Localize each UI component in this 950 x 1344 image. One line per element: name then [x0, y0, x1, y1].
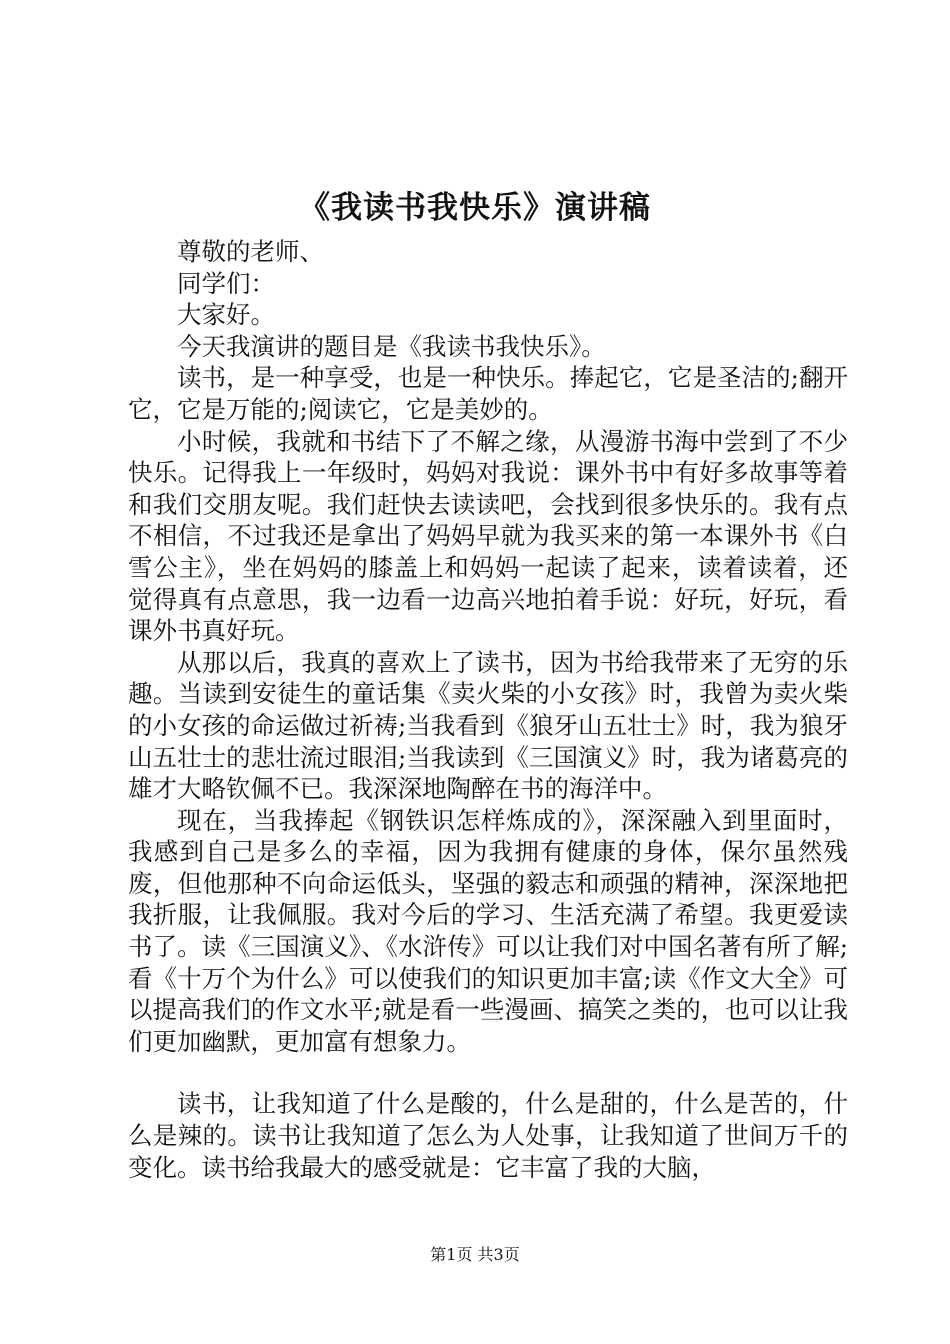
- document-body: [128, 236, 848, 1183]
- paragraph-greeting: 大家好。: [177, 300, 275, 330]
- paragraph-salutation-1: 尊敬的老师、: [177, 237, 324, 266]
- paragraph-salutation-2: 同学们：: [177, 268, 275, 298]
- paragraph-since-then: 从那以后，我真的喜欢上了读书，因为书给我带来了无穷的乐趣。当读到安徒生的童话集《卖火柴的小女孩》时，我曾为卖火柴的小女孩的命运做过祈祷;当我看到《狼牙山五壮士》时，我为狼牙山五壮士的悲壮流过眼泪;当我读到《三国演义》时，我为诸葛亮的雄才大略钦佩不已。我深深地陶醉在书的海洋中。: [128, 647, 848, 804]
- paragraph-topic: 今天我演讲的题目是《我读书我快乐》。: [177, 331, 606, 361]
- paragraph-reading-lessons: 读书，让我知道了什么是酸的，什么是甜的，什么是苦的，什么是辣的。读书让我知道了怎么为人处事，让我知道了世间万千的变化。读书给我最大的感受就是：它丰富了我的大脑，: [128, 1089, 848, 1182]
- paragraph-now: 现在，当我捧起《钢铁识怎样炼成的》，深深融入到里面时，我感到自己是多么的幸福，因为我拥有健康的身体，保尔虽然残废，但他那种不向命运低头，坚强的毅志和顽强的精神，深深地把我折服，让我佩服。我对今后的学习、生活充满了希望。我更爱读书了。读《三国演义》、《水浒传》可以让我们对中国名著有所了解;看《十万个为什么》可以使我们的知识更加丰富;读《作文大全》可以提高我们的作文水平;就是看一些漫画、搞笑之类的，也可以让我们更加幽默，更加富有想象力。: [128, 805, 848, 1056]
- page-footer: 第1页 共3页: [430, 1245, 520, 1264]
- paragraph-childhood: 小时候，我就和书结下了不解之缘，从漫游书海中尝到了不少快乐。记得我上一年级时，妈妈对我说：课外书中有好多故事等着和我们交朋友呢。我们赶快去读读吧，会找到很多快乐的。我有点不相信，不过我还是拿出了妈妈早就为我买来的第一本课外书《白雪公主》，坐在妈妈的膝盖上和妈妈一起读了起来，读着读着，还觉得真有点意思，我一边看一边高兴地拍着手说：好玩，好玩，看课外书真好玩。: [128, 426, 848, 646]
- paragraph-reading-joy: 读书，是一种享受，也是一种快乐。捧起它，它是圣洁的;翻开它，它是万能的;阅读它，它是美妙的。: [128, 363, 848, 424]
- document-title: 《我读书我快乐》演讲稿: [299, 190, 651, 226]
